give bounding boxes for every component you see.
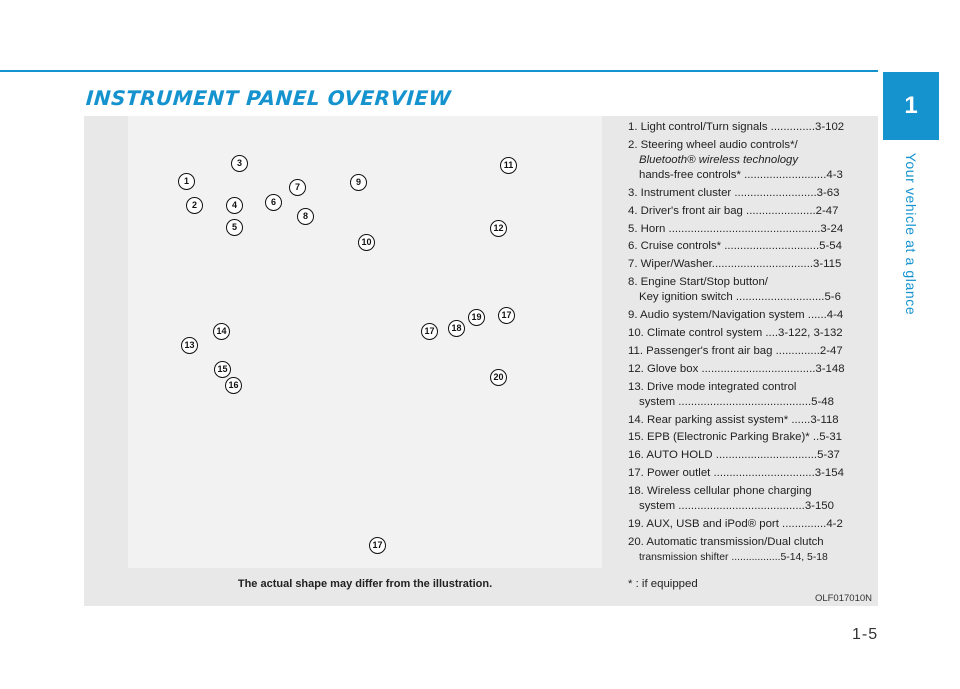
callout-marker: 6 bbox=[265, 194, 282, 211]
callout-marker: 18 bbox=[448, 320, 465, 337]
list-item: 9. Audio system/Navigation system ......4-4 bbox=[628, 309, 844, 322]
list-item: 10. Climate control system ....3-122, 3-132 bbox=[628, 327, 843, 340]
callout-marker: 4 bbox=[226, 197, 243, 214]
callout-marker: 9 bbox=[350, 174, 367, 191]
list-item: 19. AUX, USB and iPod® port ..............4-2 bbox=[628, 518, 843, 531]
callout-marker: 20 bbox=[490, 369, 507, 386]
list-item: 8. Engine Start/Stop button/ Key ignition switch ............................5-6 bbox=[628, 276, 841, 304]
callout-marker: 7 bbox=[289, 179, 306, 196]
callout-marker: 12 bbox=[490, 220, 507, 237]
callout-marker: 14 bbox=[213, 323, 230, 340]
list-item: 6. Cruise controls* ..............................5-54 bbox=[628, 240, 842, 253]
footnote: * : if equipped bbox=[628, 578, 698, 590]
callout-marker: 11 bbox=[500, 157, 517, 174]
list-item: 11. Passenger's front air bag ..............2-47 bbox=[628, 344, 843, 357]
callout-marker: 5 bbox=[226, 219, 243, 236]
callout-marker: 19 bbox=[468, 309, 485, 326]
list-item: 15. EPB (Electronic Parking Brake)* ..5-31 bbox=[628, 431, 843, 444]
callout-marker: 10 bbox=[358, 234, 375, 251]
chapter-side-tab bbox=[883, 72, 960, 612]
page-number: 1-5 bbox=[852, 626, 879, 643]
illustration-note: The actual shape may differ from the illustration. bbox=[237, 578, 493, 590]
figure-panel bbox=[84, 116, 878, 606]
callout-marker: 17 bbox=[421, 323, 438, 340]
callout-marker: 17 bbox=[369, 537, 386, 554]
list-item: 4. Driver's front air bag ......................2-47 bbox=[628, 204, 839, 217]
callout-marker: 8 bbox=[297, 208, 314, 225]
figure-code: OLF017010N bbox=[814, 593, 872, 604]
list-item: 12. Glove box ....................................3-148 bbox=[628, 362, 845, 375]
list-item: 2. Steering wheel audio controls*/ Bluetooth® wireless technology hands-free controls* ..........................4-3 bbox=[628, 138, 843, 181]
list-item: 5. Horn ................................................3-24 bbox=[628, 222, 844, 235]
callout-marker: 2 bbox=[186, 197, 203, 214]
list-item: 17. Power outlet ................................3-154 bbox=[628, 467, 844, 480]
chapter-title: Your vehicle at a glance bbox=[903, 152, 919, 316]
chapter-number: 1 bbox=[883, 72, 939, 140]
section-title: INSTRUMENT PANEL OVERVIEW bbox=[85, 86, 452, 110]
list-item: 7. Wiper/Washer................................3-115 bbox=[628, 258, 842, 271]
callout-marker: 15 bbox=[214, 361, 231, 378]
list-item: 3. Instrument cluster ..........................3-63 bbox=[628, 186, 840, 199]
callout-marker: 3 bbox=[231, 155, 248, 172]
list-item: 18. Wireless cellular phone charging system ........................................3-150 bbox=[628, 485, 834, 513]
list-item: 1. Light control/Turn signals ..............3-102 bbox=[628, 121, 845, 133]
list-item: 20. Automatic transmission/Dual clutch transmission shifter .................5-14, 5-18 bbox=[628, 535, 828, 563]
callout-marker: 16 bbox=[225, 377, 242, 394]
parts-list bbox=[628, 120, 864, 568]
callout-marker: 13 bbox=[181, 337, 198, 354]
list-item: 13. Drive mode integrated control system ..........................................5-48 bbox=[628, 380, 834, 408]
list-item: 14. Rear parking assist system* ......3-118 bbox=[628, 413, 839, 426]
callout-marker: 17 bbox=[498, 307, 515, 324]
list-item: 16. AUTO HOLD ................................5-37 bbox=[628, 449, 840, 462]
top-rule bbox=[0, 70, 878, 72]
callout-marker: 1 bbox=[178, 173, 195, 190]
instrument-panel-illustration bbox=[128, 116, 602, 568]
